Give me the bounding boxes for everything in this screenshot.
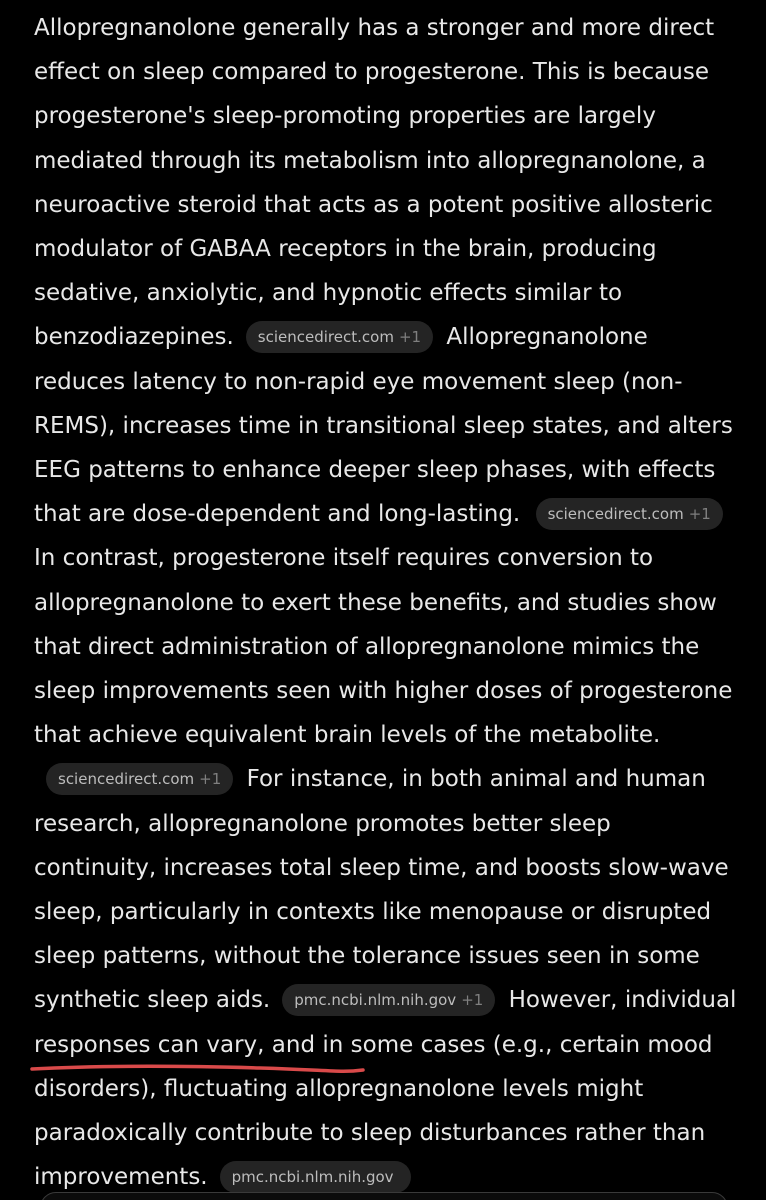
answer-paragraph xyxy=(34,6,740,1199)
citation-count: +1 xyxy=(461,991,484,1010)
citation-chip-4[interactable] xyxy=(282,984,495,1016)
citation-count: +1 xyxy=(398,328,422,347)
red-underline-stroke xyxy=(32,1066,363,1071)
citation-source: pmc.ncbi.nlm.nih.gov xyxy=(231,1168,394,1187)
citation-source: sciencedirect.com xyxy=(257,328,394,347)
citation-source: pmc.ncbi.nlm.nih.gov xyxy=(294,991,457,1010)
answer-text-1: Allopregnanolone generally has a stronger and more direct effect on sleep compared to progesterone. This is because progesterone's sleep-promoting properties are largely mediated through its metabolism into allopregnanolone, a neuroactive steroid that acts as a potent positive allosteric modulator of GABAA receptors in the brain, producing sedative, anxiolytic, and hypnotic effects similar to benzodiazepines. xyxy=(34,15,715,351)
citation-count: +1 xyxy=(688,505,711,524)
answer-text-3: In contrast, progesterone itself requires conversion to allopregnanolone to exert these benefits, and studies show that direct administration of allopregnanolone mimics the sleep improvements seen with higher doses of progesterone that achieve equivalent brain levels of the metabolite. xyxy=(34,545,733,749)
citation-count: +1 xyxy=(199,770,222,789)
message-input-bar[interactable] xyxy=(40,1192,728,1200)
answer-text-2: Allopregnanolone reduces latency to non-rapid eye movement sleep (non-REMS), increases time in transitional sleep states, and alters EEG patterns to enhance deeper sleep phases, with effects that are dose-dependent and long-lasting. xyxy=(34,324,733,528)
red-underline-annotation xyxy=(30,1062,365,1076)
citation-source: sciencedirect.com xyxy=(547,505,684,524)
answer-text-5b: , and in some cases (e.g., certain mood disorders), fluctuating allopregnanolone levels might paradoxically contribute to sleep disturbances rather than improvements. xyxy=(34,1031,713,1191)
highlighted-phrase: individual responses can vary xyxy=(34,987,737,1058)
citation-source: sciencedirect.com xyxy=(58,770,195,789)
answer-text-4: For instance, in both animal and human research, allopregnanolone promotes better sleep continuity, increases total sleep time, and boosts slow-wave sleep, particularly in contexts like menopause or disrupted sleep patterns, without the tolerance issues seen in some synthetic sleep aids. xyxy=(34,766,729,1014)
citation-chip-2[interactable] xyxy=(536,498,723,530)
citation-chip-5[interactable] xyxy=(220,1161,411,1193)
citation-chip-1[interactable] xyxy=(246,321,433,353)
answer-text-5a: However, xyxy=(508,987,618,1014)
citation-chip-3[interactable] xyxy=(46,763,233,795)
